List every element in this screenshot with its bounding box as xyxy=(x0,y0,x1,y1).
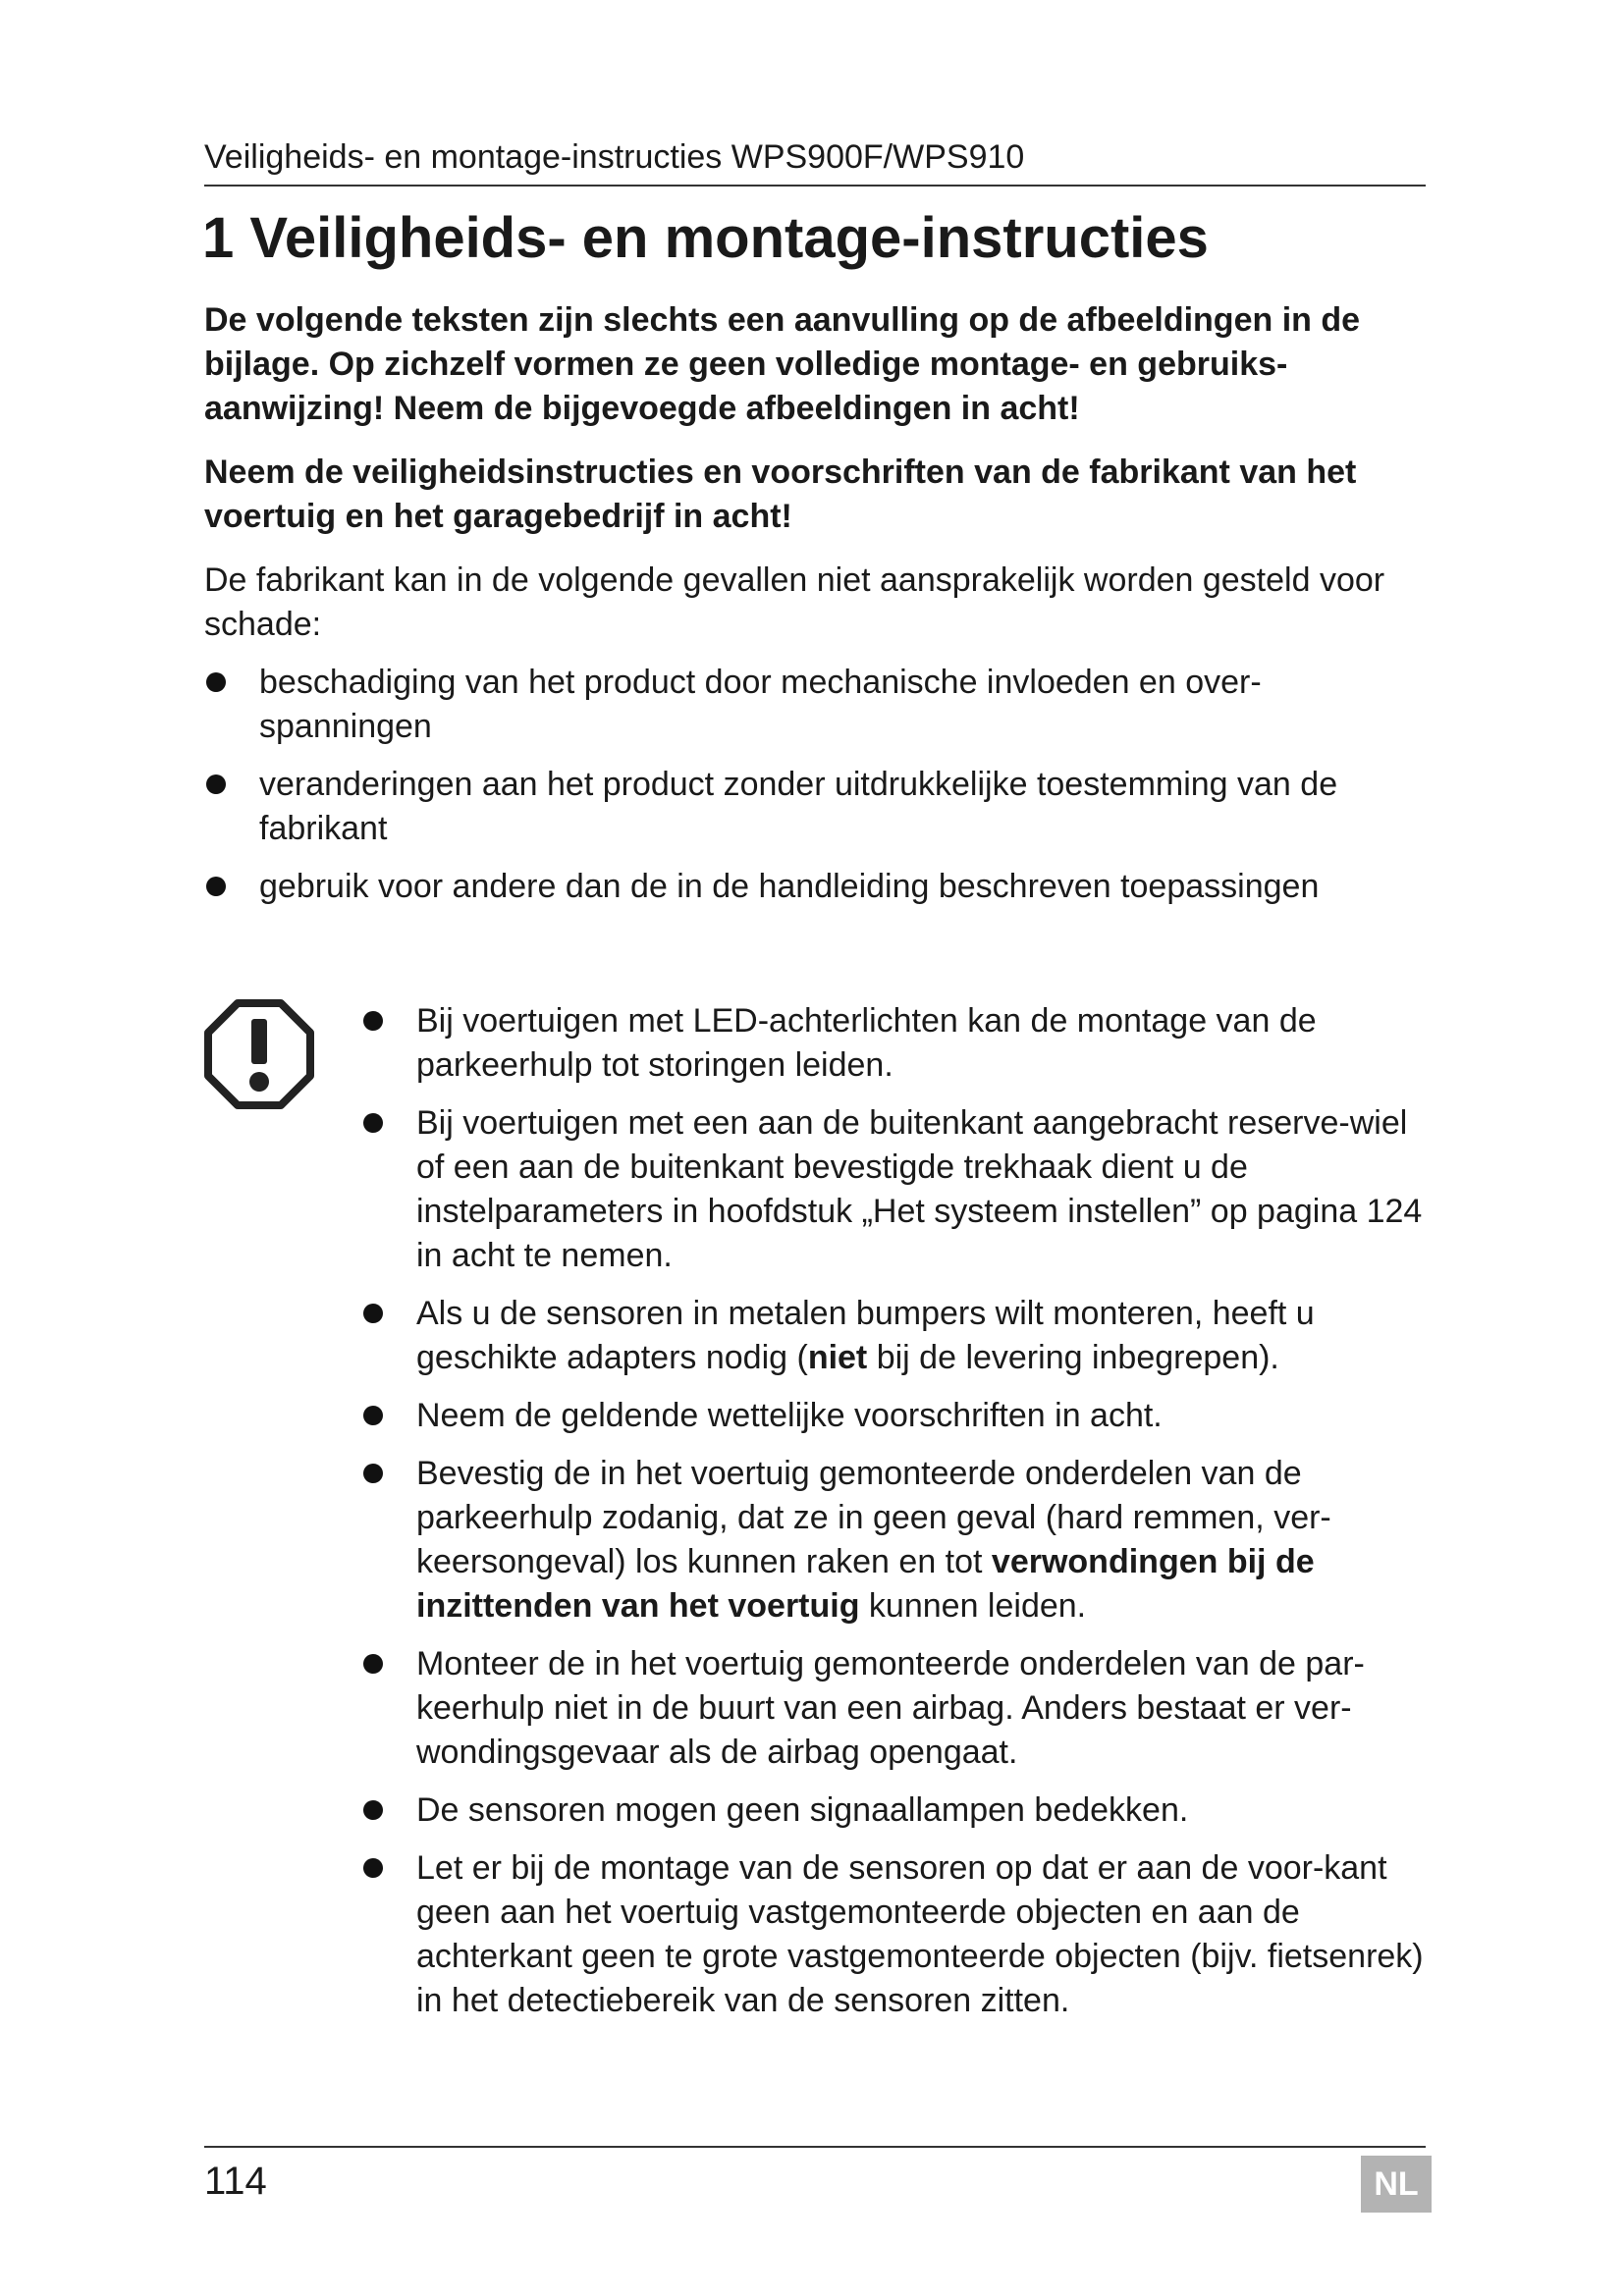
liability-paragraph: De fabrikant kan in de volgende gevallen niet aansprakelijk worden gesteld voor schade: xyxy=(204,561,1385,643)
list-item xyxy=(204,763,1434,851)
list-item xyxy=(204,865,1434,909)
chapter-title: 1 Veiligheids- en montage-instructies xyxy=(202,206,1209,270)
warning-list-item xyxy=(361,1292,1441,1380)
language-badge: NL xyxy=(1361,2156,1432,2213)
emphasis-text: verwondingen bij de inzittenden van het voertuig xyxy=(416,1543,1315,1625)
warning-list-item xyxy=(361,1101,1441,1278)
intro-section xyxy=(204,298,1434,923)
running-header: Veiligheids- en montage-instructies WPS900F/WPS910 xyxy=(204,133,1426,187)
warning-text: De sensoren mogen geen signaallampen bedekken. xyxy=(416,1791,1189,1829)
bold-notice-manufacturer: Neem de veiligheidsinstructies en voorschriften van de fabrikant van het voertuig en het garagebedrijf in acht! xyxy=(204,454,1357,535)
warning-text: Bij voertuigen met LED-achterlichten kan de montage van de parkeerhulp tot storingen leiden. xyxy=(416,1002,1317,1084)
page-number: 114 xyxy=(204,2160,267,2203)
warning-text: Monteer de in het voertuig gemonteerde onderdelen van de par-keerhulp niet in de buurt van een airbag. Anders bestaat er ver-wondingsgevaar als de airbag opengaat. xyxy=(416,1645,1365,1771)
bullet-icon xyxy=(363,1113,383,1133)
warning-list xyxy=(361,999,1441,2037)
bullet-icon xyxy=(363,1800,383,1820)
bullet-icon xyxy=(206,877,226,896)
bullet-icon xyxy=(206,774,226,794)
bullet-icon xyxy=(363,1406,383,1425)
warning-list-item xyxy=(361,1789,1441,1833)
page-footer xyxy=(204,2146,1426,2203)
bullet-icon xyxy=(363,1464,383,1483)
warning-list-item xyxy=(361,1642,1441,1775)
list-item-text: beschadiging van het product door mechanische invloeden en over-spanningen xyxy=(259,664,1262,745)
list-item-text: veranderingen aan het product zonder uitdrukkelijke toestemming van de fabrikant xyxy=(259,766,1338,847)
warning-text: Bij voertuigen met een aan de buitenkant aangebracht reserve-wiel of een aan de buitenkant bevestigde trekhaak dient u de instelparameters in hoofdstuk „Het systeem instellen” op pagina 124 in acht te nemen. xyxy=(416,1104,1423,1274)
bullet-icon xyxy=(363,1858,383,1878)
liability-list xyxy=(204,661,1434,909)
bullet-icon xyxy=(363,1654,383,1674)
warning-text: Bevestig de in het voertuig gemonteerde onderdelen van de parkeerhulp zodanig, dat ze in geen geval (hard remmen, ver-keersongeval) los kunnen raken en tot xyxy=(416,1455,1331,1580)
warning-list-item xyxy=(361,999,1441,1088)
bullet-icon xyxy=(363,1011,383,1031)
warning-text: Let er bij de montage van de sensoren op dat er aan de voor-kant geen aan het voertuig vastgemonteerde objecten en aan de achterkant geen te grote vastgemonteerde objecten (bijv. fietsenrek) in het detectiebereik van de sensoren zitten. xyxy=(416,1849,1424,2019)
emphasis-text: niet xyxy=(807,1339,868,1376)
warning-text: Als u de sensoren in metalen bumpers wilt monteren, heeft u geschikte adapters nodig ( xyxy=(416,1295,1315,1376)
list-item xyxy=(204,661,1434,749)
exclamation-octagon-icon xyxy=(204,999,314,1109)
warning-text: kunnen leiden. xyxy=(859,1587,1087,1625)
warning-list-item xyxy=(361,1452,1441,1629)
warning-list-item xyxy=(361,1846,1441,2023)
warning-list-item xyxy=(361,1394,1441,1438)
list-item-text: gebruik voor andere dan de in de handleiding beschreven toepassingen xyxy=(259,868,1320,905)
warning-text: Neem de geldende wettelijke voorschriften in acht. xyxy=(416,1397,1163,1434)
warning-text: bij de levering inbegrepen). xyxy=(867,1339,1279,1376)
bullet-icon xyxy=(363,1304,383,1323)
bold-notice-attachments: De volgende teksten zijn slechts een aanvulling op de afbeeldingen in de bijlage. Op zichzelf vormen ze geen volledige montage- en gebruiks-aanwijzing! Neem de bijgevoegde afbeeldingen in acht! xyxy=(204,301,1361,427)
bullet-icon xyxy=(206,672,226,692)
